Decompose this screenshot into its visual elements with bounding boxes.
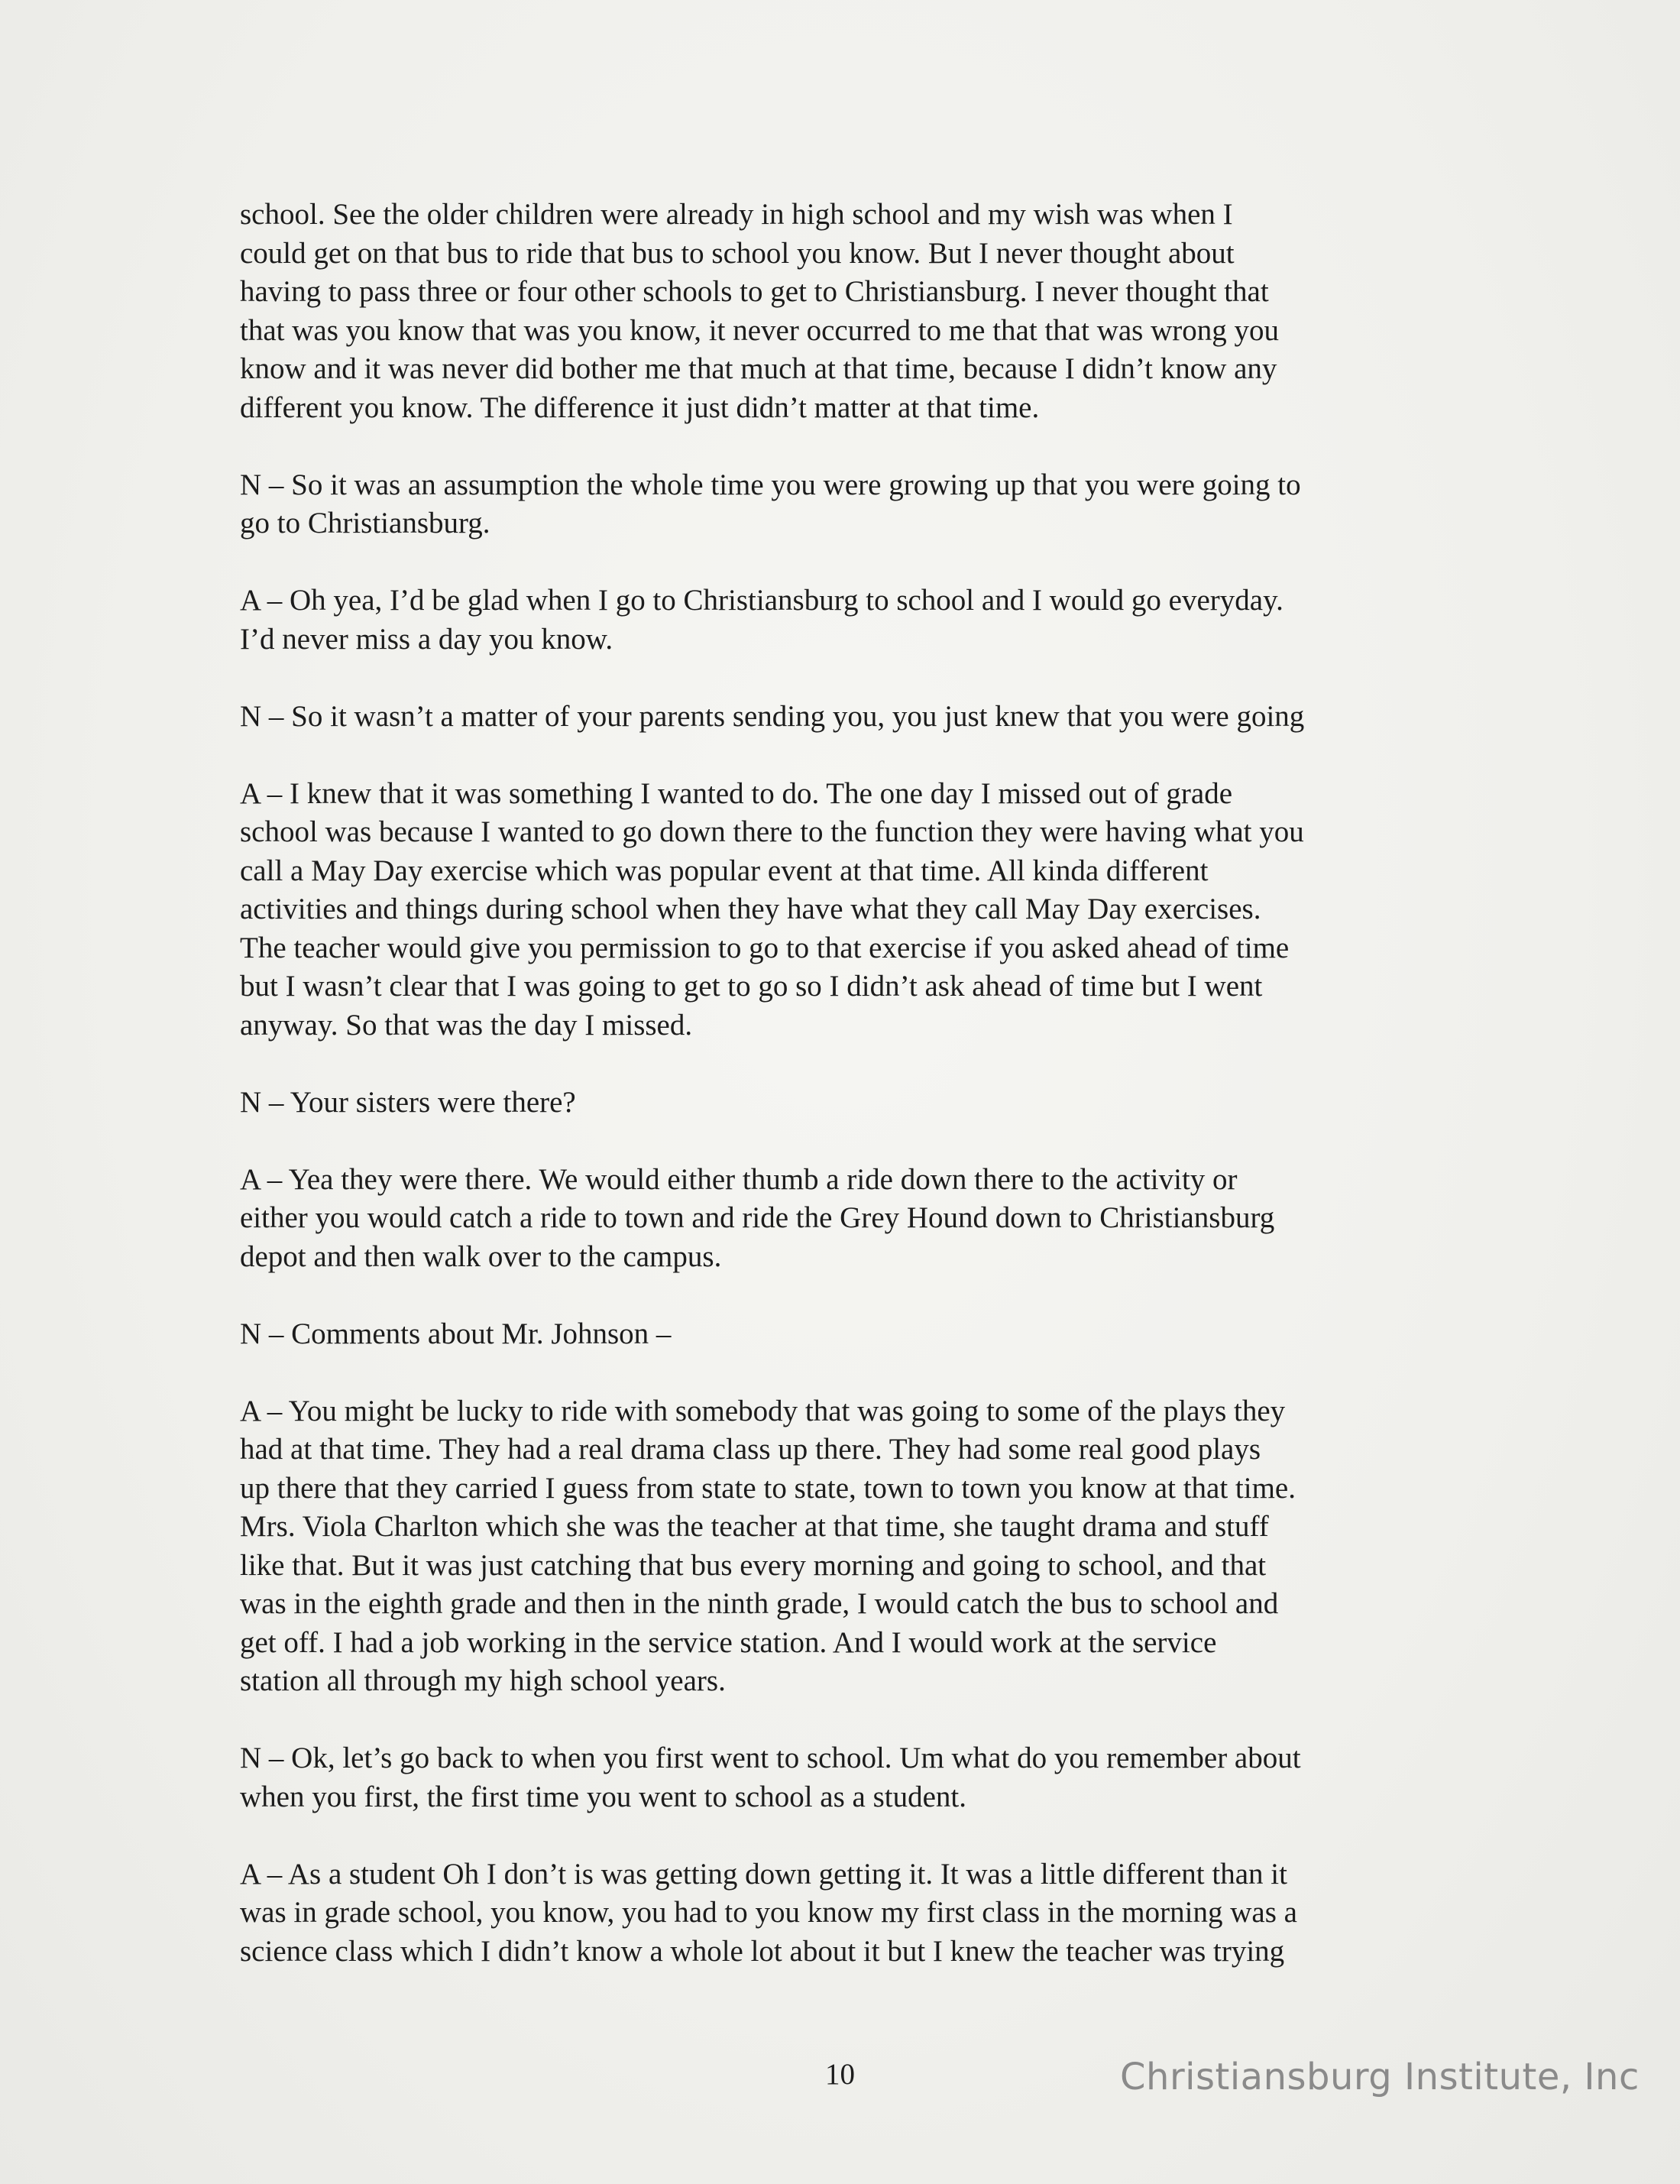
paragraph-2: N – So it was an assumption the whole time you were growing up that you were going to go to Christiansburg. — [240, 468, 1301, 540]
page-number: 10 — [825, 2058, 855, 2091]
paragraph-5: A – I knew that it was something I wanted to do. The one day I missed out of grade school was because I wanted to go down there to the function they were having what you call a May Day exercise which was popular event at that time. All kinda different activities and things during school when they have what they call May Day exercises. The teacher would give you permission to go to that exercise if you asked ahead of time but I wasn’t clear that I was going to get to go so I didn’t ask ahead of time but I went anyway. So that was the day I missed. — [240, 776, 1304, 1042]
paragraph-6: N – Your sisters were there? — [240, 1085, 576, 1119]
paragraph-8: N – Comments about Mr. Johnson – — [240, 1317, 672, 1350]
paragraph-4: N – So it wasn’t a matter of your parents sending you, you just knew that you were going — [240, 699, 1305, 733]
paragraph-3: A – Oh yea, I’d be glad when I go to Christiansburg to school and I would go everyday. I’d never miss a day you know. — [240, 584, 1283, 656]
paragraph-9: A – You might be lucky to ride with somebody that was going to some of the plays they had at that time. They had a real drama class up there. They had some real good plays up there that they carried I guess from state to state, town to town you know at that time. Mrs. Viola Charlton which she was the teacher at that time, she taught drama and stuff like that. But it was just catching that bus every morning and going to school, and that was in the eighth grade and then in the ninth grade, I would catch the bus to school and get off. I had a job working in the service station. And I would work at the service station all through my high school years. — [240, 1394, 1296, 1697]
paragraph-7: A – Yea they were there. We would either thumb a ride down there to the activity or either you would catch a ride to town and ride the Grey Hound down to Christiansburg depot and then walk over to the campus. — [240, 1162, 1275, 1273]
paragraph-1: school. See the older children were already in high school and my wish was when I could get on that bus to ride that bus to school you know. But I never thought about having to pass three or four other schools to get to Christiansburg. I never thought that that was you know that was you know, it never occurred to me that that was wrong you know and it was never did bother me that much at that time, because I didn’t know any different you know. The difference it just didn’t matter at that time. — [240, 198, 1279, 424]
paragraph-10: N – Ok, let’s go back to when you first went to school. Um what do you remember about when you first, the first time you went to school as a student. — [240, 1742, 1301, 1813]
watermark: Christiansburg Institute, Inc — [1120, 2056, 1640, 2098]
paragraph-11: A – As a student Oh I don’t is was getting down getting it. It was a little different than it was in grade school, you know, you had to you know my first class in the morning was a science class which I didn’t know a whole lot about it but I knew the teacher was trying — [240, 1857, 1297, 1968]
transcript-body — [240, 196, 1455, 2010]
